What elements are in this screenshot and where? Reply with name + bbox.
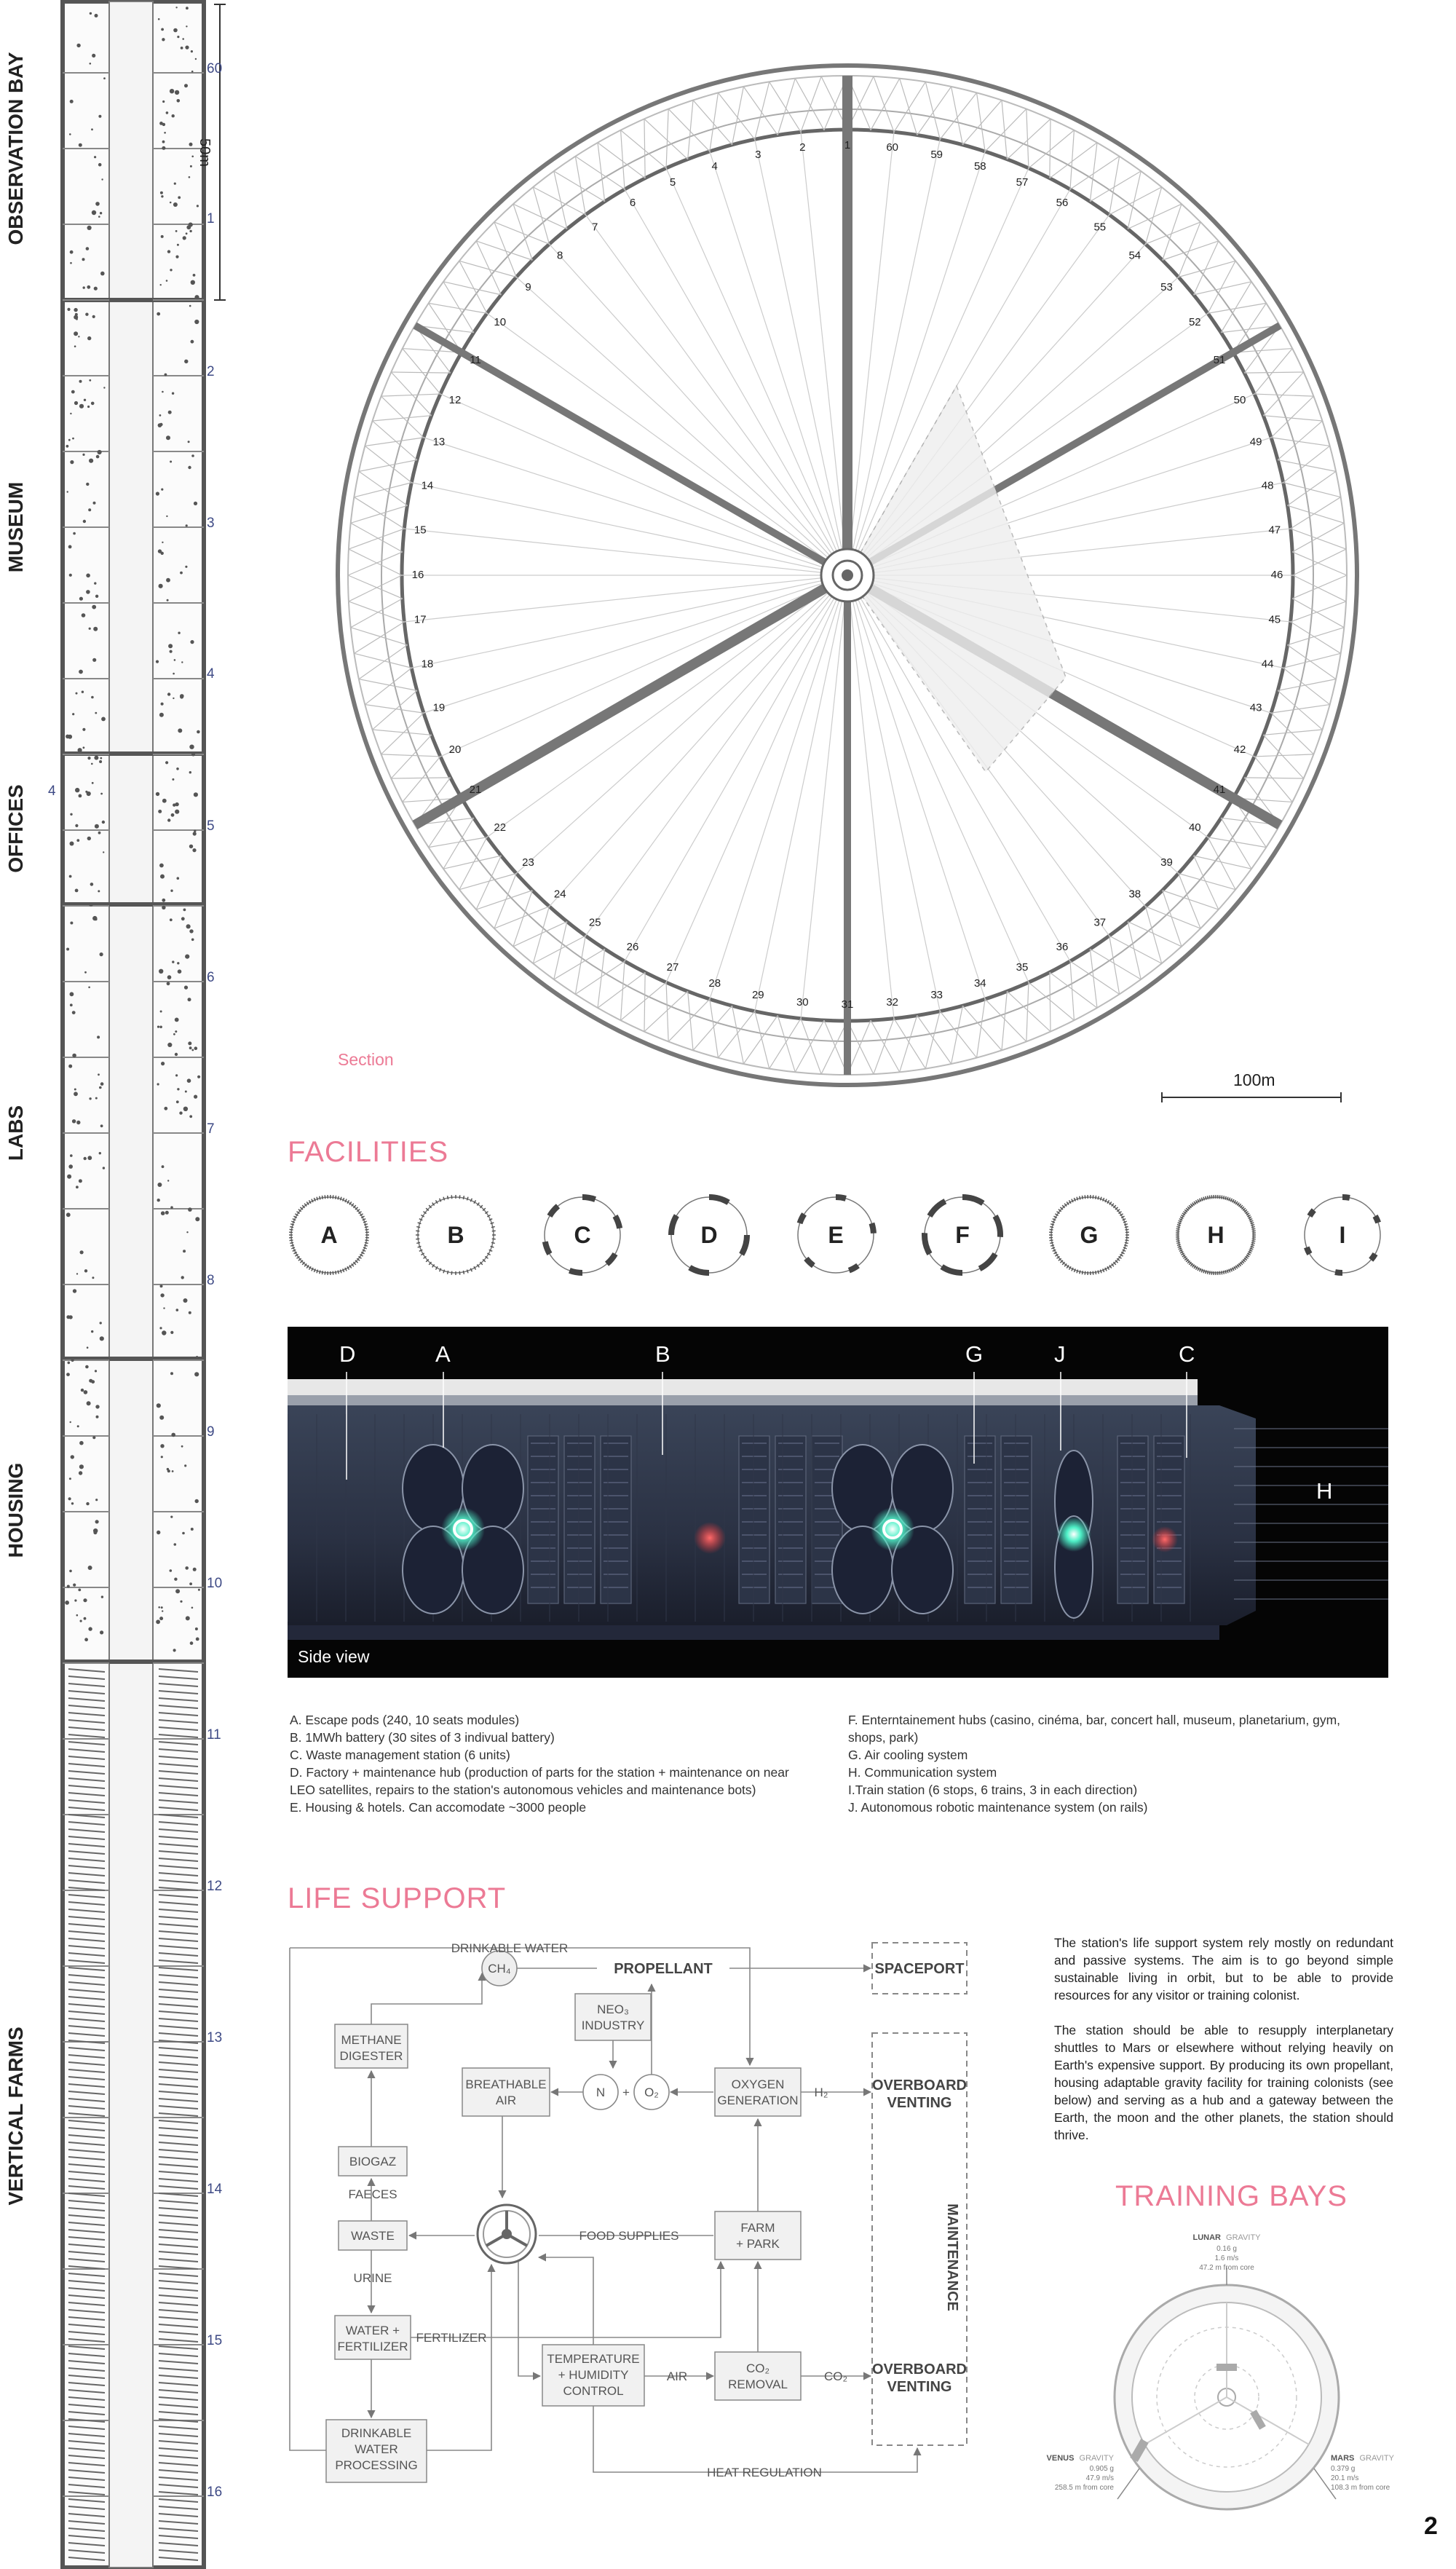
svg-text:14: 14 (421, 479, 434, 492)
label-biogaz: BIOGAZ (349, 2155, 397, 2169)
label-ch4: CH₄ (488, 1962, 511, 1976)
svg-text:46: 46 (1270, 568, 1283, 581)
strip-label-labs: LABS (4, 1105, 27, 1161)
lunar-name: LUNAR (1192, 2233, 1221, 2242)
row-number: 3 (207, 516, 215, 531)
side-view-tag: H (1316, 1478, 1333, 1504)
svg-text:43: 43 (1249, 701, 1262, 714)
svg-text:LUNAR GRAVITY (1192, 2233, 1261, 2242)
lunar-radius: 47.2 m from core (1199, 2264, 1254, 2272)
lunar-g: 0.16 g (1216, 2245, 1237, 2253)
training-bays-title: TRAINING BAYS (1115, 2180, 1348, 2212)
label-venting-1: VENTING (887, 2095, 952, 2111)
svg-text:41: 41 (1213, 783, 1226, 796)
facility-letter: H (1207, 1222, 1224, 1248)
lunar-suffix: GRAVITY (1226, 2233, 1261, 2242)
label-drinkable: DRINKABLE (341, 2426, 412, 2440)
svg-text:26: 26 (626, 940, 639, 953)
svg-text:29: 29 (751, 989, 764, 1002)
label-drinkable-water: DRINKABLE WATER (451, 1941, 569, 1955)
label-digester: DIGESTER (339, 2049, 403, 2063)
side-view-tag: J (1054, 1341, 1066, 1367)
legend-line: E. Housing & hotels. Can accomodate ~3000 people (290, 1800, 587, 1815)
label-control: CONTROL (563, 2384, 624, 2398)
row-number: 5 (207, 818, 215, 834)
svg-text:31: 31 (841, 998, 854, 1011)
life-support-title: LIFE SUPPORT (288, 1882, 507, 1914)
label-processing: PROCESSING (335, 2458, 418, 2472)
svg-text:52: 52 (1188, 316, 1201, 329)
svg-text:22: 22 (494, 821, 507, 834)
label-park: + PARK (736, 2237, 780, 2251)
label-co2-flow: CO₂ (823, 2369, 848, 2383)
svg-text:45: 45 (1268, 613, 1281, 626)
strip-scale-label: 50m (197, 138, 213, 167)
svg-text:57: 57 (1016, 175, 1029, 189)
venus-radius: 258.5 m from core (1054, 2484, 1114, 2492)
label-urine: URINE (353, 2271, 392, 2285)
row-number: 8 (207, 1273, 215, 1288)
facility-letter: G (1080, 1222, 1099, 1248)
svg-text:51: 51 (1213, 353, 1226, 366)
svg-text:15: 15 (414, 524, 427, 537)
svg-text:1: 1 (844, 138, 851, 151)
label-faeces: FAECES (348, 2187, 397, 2201)
facility-letter: A (320, 1222, 338, 1248)
label-venting-2: VENTING (887, 2379, 952, 2395)
svg-text:47: 47 (1268, 524, 1281, 537)
svg-text:59: 59 (930, 148, 943, 161)
venus-name: VENUS (1046, 2454, 1075, 2463)
life-support-flowchart (284, 1922, 1012, 2505)
training-bays-diagram (1041, 2228, 1420, 2519)
label-n: N (596, 2085, 606, 2099)
svg-text:40: 40 (1188, 821, 1201, 834)
page-number: 2 (1424, 2512, 1438, 2540)
label-industry: INDUSTRY (581, 2018, 645, 2032)
venus-ms: 47.9 m/s (1085, 2474, 1114, 2482)
svg-text:37: 37 (1093, 916, 1107, 929)
row-number: 10 (207, 1576, 223, 1591)
section-scale-label: 100m (1233, 1070, 1275, 1089)
svg-text:53: 53 (1160, 281, 1173, 294)
side-view-caption: Side view (298, 1647, 370, 1666)
svg-text:6: 6 (629, 196, 636, 209)
svg-text:30: 30 (796, 995, 809, 1009)
row-number: 1 (207, 211, 215, 226)
svg-text:33: 33 (930, 989, 943, 1002)
svg-text:27: 27 (666, 960, 679, 974)
label-heat-regulation: HEAT REGULATION (707, 2466, 822, 2479)
svg-text:60: 60 (886, 141, 899, 154)
label-spaceport: SPACEPORT (874, 1961, 965, 1977)
svg-text:25: 25 (588, 916, 601, 929)
svg-text:48: 48 (1261, 479, 1274, 492)
svg-text:13: 13 (432, 435, 446, 449)
label-generation: GENERATION (717, 2094, 799, 2107)
mars-name: MARS (1331, 2454, 1355, 2463)
row-number: 13 (207, 2030, 223, 2045)
label-plus: + (622, 2085, 630, 2099)
svg-text:20: 20 (448, 743, 462, 756)
svg-text:58: 58 (973, 159, 986, 173)
svg-text:42: 42 (1233, 743, 1246, 756)
label-h2: H₂ (814, 2085, 828, 2099)
svg-text:12: 12 (448, 393, 462, 406)
side-view-tag: D (339, 1341, 356, 1367)
side-view-tag: B (655, 1341, 670, 1367)
label-o2: O₂ (644, 2085, 659, 2099)
svg-text:2: 2 (799, 141, 806, 154)
label-overboard-2: OVERBOARD (871, 2361, 968, 2377)
strip-label-observation-bay: OBSERVATION BAY (4, 52, 27, 245)
label-methane: METHANE (341, 2033, 402, 2047)
label-fertilizer: FERTILIZER (416, 2331, 487, 2345)
mars-ms: 20.1 m/s (1331, 2474, 1359, 2482)
legend-line: D. Factory + maintenance hub (production of parts for the station + maintenance on near (290, 1765, 789, 1780)
row-number: 4 (207, 666, 215, 682)
legend-line: LEO satellites, repairs to the station's autonomous vehicles and maintenance bots) (290, 1783, 756, 1797)
facility-icons (277, 1187, 1441, 1289)
legend-line: B. 1MWh battery (30 sites of 3 indivual battery) (290, 1730, 555, 1745)
facility-letter: B (447, 1222, 464, 1248)
section-plan (277, 44, 1427, 1121)
facility-letter: E (828, 1222, 844, 1248)
row-number: 11 (207, 1727, 221, 1743)
strip-label-housing: HOUSING (4, 1462, 27, 1558)
svg-text:21: 21 (469, 783, 482, 796)
svg-text:56: 56 (1056, 196, 1069, 209)
svg-text:18: 18 (421, 658, 434, 671)
mars-radius: 108.3 m from core (1331, 2484, 1390, 2492)
row-number: 2 (207, 364, 215, 379)
label-neo: NEO₃ (597, 2002, 629, 2016)
legend-line: H. Communication system (848, 1765, 997, 1780)
life-support-paragraph-1: The station's life support system rely mostly on redundant and passive systems. The aim is to go beyond simple sustainable living in orbit, but to be able to provide resources for any visitor or training colonist. (1054, 1935, 1393, 2002)
row-number: 16 (207, 2485, 223, 2500)
label-propellant: PROPELLANT (614, 1961, 713, 1977)
svg-text:39: 39 (1160, 856, 1173, 869)
row-number: 6 (207, 970, 215, 985)
label-water: WATER (355, 2442, 398, 2456)
facility-letter: C (574, 1222, 591, 1248)
svg-text:4: 4 (711, 159, 718, 173)
svg-text:44: 44 (1261, 658, 1274, 671)
strip-label-offices: OFFICES (4, 784, 27, 873)
svg-text:11: 11 (470, 353, 481, 366)
label-maintenance: MAINTENANCE (944, 2203, 960, 2311)
svg-text:8: 8 (557, 249, 563, 262)
svg-text:49: 49 (1249, 435, 1262, 449)
facilities-legend-right (848, 1711, 1416, 1816)
facility-letter: F (955, 1222, 970, 1248)
life-support-paragraph-2: The station should be able to resupply interplanetary shuttles to Mars or elsewhere without relying heavily on Earth's expensive support. By producing its own propellant, housing adaptable gravity facility for training colonists (see below) and serving as a hub and a gateway between the Earth, the moon and the other planets, the station should thrive. (1054, 2023, 1393, 2142)
label-oxygen: OXYGEN (731, 2077, 785, 2091)
label-fertilizer-box: FERTILIZER (337, 2340, 408, 2353)
legend-line: J. Autonomous robotic maintenance system (on rails) (848, 1800, 1148, 1815)
offices-marker: 4 (48, 784, 56, 799)
facility-letter: D (700, 1222, 718, 1248)
svg-text:38: 38 (1128, 888, 1142, 901)
svg-text:9: 9 (525, 281, 531, 294)
svg-text:VENUS GRAVITY (1047, 2454, 1115, 2463)
venus-suffix: GRAVITY (1079, 2454, 1114, 2463)
svg-text:50: 50 (1233, 393, 1246, 406)
section-caption: Section (338, 1050, 394, 1069)
label-air: AIR (495, 2094, 517, 2107)
mars-suffix: GRAVITY (1359, 2454, 1394, 2463)
label-waste: WASTE (351, 2229, 395, 2243)
side-view (288, 1327, 1388, 1678)
label-air-flow: AIR (666, 2369, 688, 2383)
row-number: 60 (207, 61, 223, 76)
row-number: 7 (207, 1121, 215, 1137)
label-removal: REMOVAL (728, 2377, 788, 2391)
svg-text:MARS GRAVITY (1331, 2454, 1395, 2463)
svg-text:32: 32 (886, 995, 899, 1009)
facilities-legend-left (290, 1711, 858, 1816)
svg-text:16: 16 (411, 568, 424, 581)
legend-line: C. Waste management station (6 units) (290, 1748, 510, 1762)
svg-text:55: 55 (1093, 221, 1107, 234)
svg-text:35: 35 (1016, 960, 1029, 974)
label-breathable: BREATHABLE (465, 2077, 547, 2091)
row-number: 9 (207, 1424, 215, 1440)
legend-line: F. Enterntainement hubs (casino, cinéma, bar, concert hall, museum, planetarium, gym, (848, 1713, 1341, 1727)
svg-text:5: 5 (669, 175, 676, 189)
station-strip (0, 0, 248, 2569)
side-view-tag: A (435, 1341, 451, 1367)
svg-text:3: 3 (755, 148, 761, 161)
svg-text:54: 54 (1128, 249, 1142, 262)
svg-text:23: 23 (522, 856, 534, 869)
side-view-tag: G (965, 1341, 984, 1367)
svg-text:36: 36 (1056, 940, 1069, 953)
svg-text:7: 7 (592, 221, 598, 234)
label-overboard-1: OVERBOARD (871, 2077, 968, 2094)
label-co2-box: CO₂ (745, 2361, 770, 2375)
label-temperature: TEMPERATURE (547, 2352, 640, 2366)
svg-text:19: 19 (432, 701, 446, 714)
legend-line: G. Air cooling system (848, 1748, 968, 1762)
legend-line: shops, park) (848, 1730, 919, 1745)
lunar-ms: 1.6 m/s (1214, 2254, 1239, 2262)
svg-text:24: 24 (553, 888, 566, 901)
label-humidity: + HUMIDITY (558, 2368, 629, 2382)
side-view-drawing (288, 1327, 1388, 1678)
legend-line: I.Train station (6 stops, 6 trains, 3 in each direction) (848, 1783, 1138, 1797)
svg-text:28: 28 (708, 977, 721, 990)
facility-letter: I (1339, 1222, 1346, 1248)
strip-label-museum: MUSEUM (4, 481, 27, 573)
svg-text:17: 17 (414, 613, 427, 626)
section-ring-drawing (277, 44, 1427, 1121)
side-view-tag: C (1179, 1341, 1195, 1367)
legend-line: A. Escape pods (240, 10 seats modules) (290, 1713, 520, 1727)
svg-text:34: 34 (973, 977, 986, 990)
facilities-title: FACILITIES (288, 1136, 449, 1168)
row-number: 15 (207, 2333, 223, 2348)
venus-g: 0.905 g (1089, 2465, 1114, 2473)
label-water-plus: WATER + (345, 2324, 400, 2337)
label-farm: FARM (740, 2221, 775, 2235)
mars-g: 0.379 g (1331, 2465, 1356, 2473)
label-food-supplies: FOOD SUPPLIES (579, 2229, 679, 2243)
row-number: 12 (207, 1879, 223, 1894)
svg-text:10: 10 (494, 316, 507, 329)
strip-label-vertical-farms: VERTICAL FARMS (4, 2027, 27, 2206)
row-number: 14 (207, 2182, 223, 2197)
